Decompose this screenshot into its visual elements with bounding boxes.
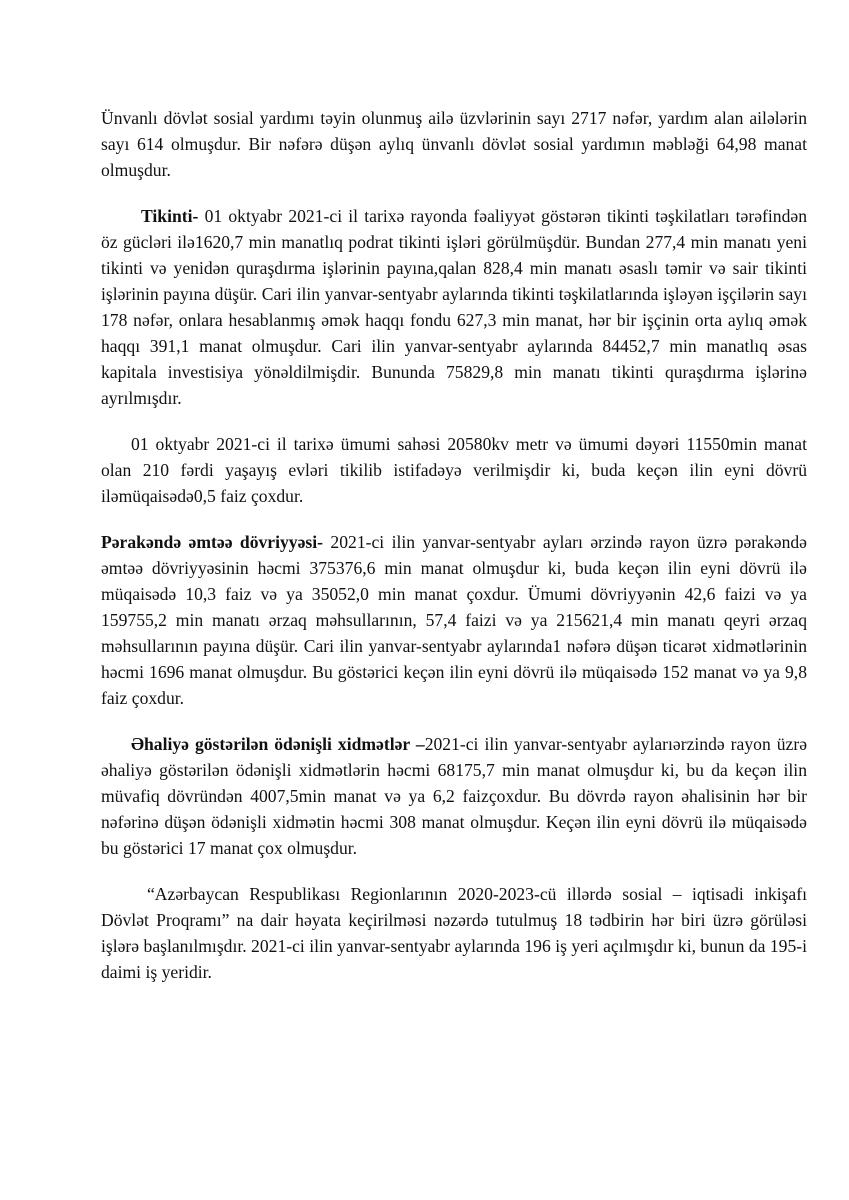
document-page [101,105,807,985]
paragraph-text: 01 oktyabr 2021-ci il tarixə ümumi sahəsi 20580kv metr və ümumi dəyəri 11550min manat olan 210 fərdi yaşayış evləri tikilib istifadəyə verilmişdir ki, buda keçən ilin eyni dövrü iləmüqaisədə0,5 faiz çoxdur. [101,434,807,506]
paragraph-text: 01 oktyabr 2021-ci il tarixə rayonda fəaliyyət göstərən tikinti təşkilatları tərəfindən öz gücləri ilə1620,7 min manatlıq podrat tikinti işləri görülmüşdür. Bundan 277,4 min manatı yeni tikinti və yenidən quraşdırma işlərinin payına,qalan 828,4 min manatı əsaslı təmir və sair tikinti işlərinin payına düşür. Cari ilin yanvar-sentyabr aylarında tikinti təşkilatlarında işləyən işçilərin sayı 178 nəfər, onlara hesablanmış əmək haqqı fondu 627,3 min manat, hər bir işçinin orta aylıq əmək haqqı 391,1 manat olmuşdur. Cari ilin yanvar-sentyabr aylarında 84452,7 min manatlıq əsas kapitala investisiya yönəldilmişdir. Bununda 75829,8 min manatı tikinti quraşdırma işlərinə ayrılmışdır. [101,206,807,408]
section-heading-construction: Tikinti- [141,206,199,226]
paragraph-state-program [101,881,807,985]
paragraph-retail-turnover [101,529,807,711]
paragraph-text: 2021-ci ilin yanvar-sentyabr ayları ərzində rayon üzrə pərakəndə əmtəə dövriyyəsinin həcmi 375376,6 min manat olmuşdur ki, buda keçən ilin eyni dövrü ilə müqaisədə 10,3 faiz və ya 35052,0 min manat çoxdur. Ümumi dövriyyənin 42,6 faizi və ya 159755,2 min manatı ərzaq məhsullarının, 57,4 faizi və ya 215621,4 min manatı qeyri ərzaq məhsullarının payına düşür. Cari ilin yanvar-sentyabr aylarında1 nəfərə düşən ticarət xidmətlərinin həcmi 1696 manat olmuşdur. Bu göstərici keçən ilin eyni dövrü ilə müqaisədə 152 manat və ya 9,8 faiz çoxdur. [101,532,807,708]
paragraph-housing [101,431,807,509]
paragraph-construction [101,203,807,411]
paragraph-text: 2021-ci ilin yanvar-sentyabr aylarıərzində rayon üzrə əhaliyə göstərilən ödənişli xidmətlərin həcmi 68175,7 min manat olmuşdur ki, bu da keçən ilin müvafiq dövründən 4007,5min manat və ya 6,2 faizçoxdur. Bu dövrdə rayon əhalisinin hər bir nəfərinə düşən ödənişli xidmətin həcmi 308 manat olmuşdur. Keçən ilin eyni dövrü ilə müqaisədə bu göstərici 17 manat çox olmuşdur. [101,734,808,858]
paragraph-text: “Azərbaycan Respublikası Regionlarının 2020-2023-cü illərdə sosial – iqtisadi inkişafı Dövlət Proqramı” na dair həyata keçirilməsi nəzərdə tutulmuş 18 tədbirin hər biri üzrə görüləsi işlərə başlanılmışdır. 2021-ci ilin yanvar-sentyabr aylarında 196 iş yeri açılmışdır ki, bunun da 195-i daimi iş yeridir. [101,884,807,982]
paragraph-text: Ünvanlı dövlət sosial yardımı təyin olunmuş ailə üzvlərinin sayı 2717 nəfər, yardım alan ailələrin sayı 614 olmuşdur. Bir nəfərə düşən aylıq ünvanlı dövlət sosial yardımın məbləği 64,98 manat olmuşdur. [101,108,807,180]
paragraph-paid-services [101,731,807,861]
section-heading-retail: Pərakəndə əmtəə dövriyyəsi- [101,532,323,552]
section-heading-paid-services: Əhaliyə göstərilən ödənişli xidmətlər – [131,734,425,754]
paragraph-social-assistance [101,105,807,183]
